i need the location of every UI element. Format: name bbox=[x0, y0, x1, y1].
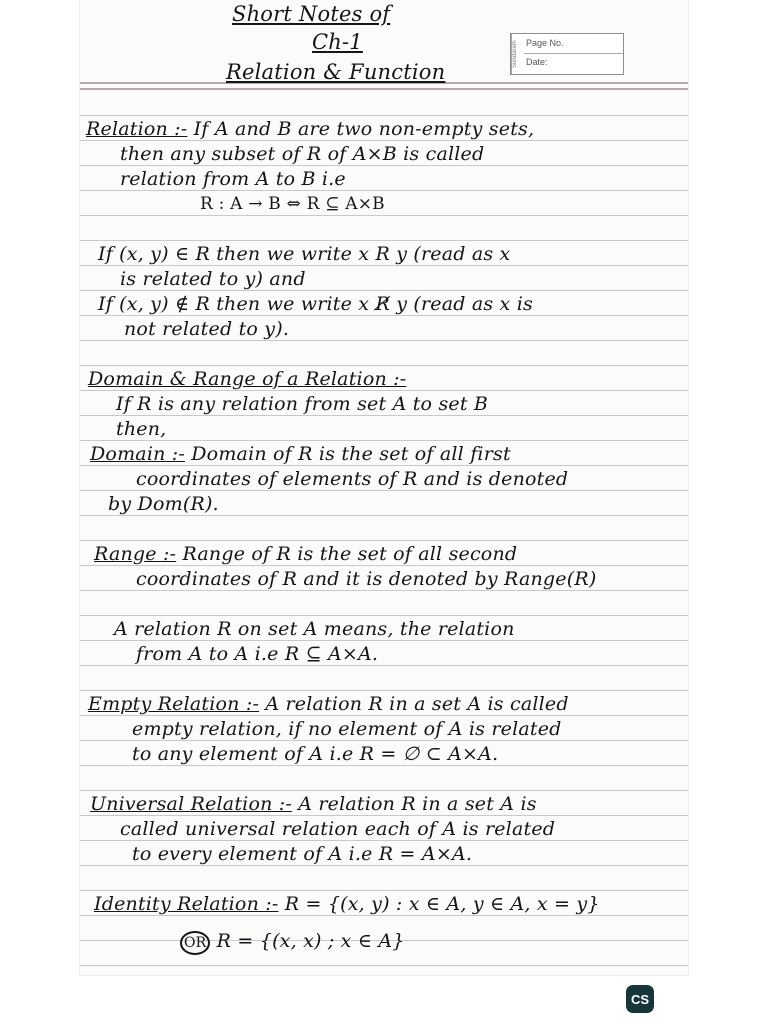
ruled-line bbox=[80, 540, 688, 541]
ruled-line bbox=[80, 715, 688, 716]
relation-heading: Relation :- bbox=[86, 118, 188, 140]
empty-relation-text: empty relation, if no element of A is related bbox=[132, 718, 562, 740]
empty-relation-heading: Empty Relation :- bbox=[88, 693, 260, 715]
identity-relation-heading: Identity Relation :- bbox=[94, 893, 279, 915]
ruled-line bbox=[80, 965, 688, 966]
ruled-line bbox=[80, 215, 688, 216]
top-margin-line bbox=[80, 88, 688, 90]
ruled-line bbox=[80, 640, 688, 641]
ruled-line bbox=[80, 840, 688, 841]
ruled-line bbox=[80, 440, 688, 441]
domain-heading: Domain :- bbox=[90, 443, 185, 465]
range-text: coordinates of R and it is denoted by Range(R) bbox=[136, 568, 597, 590]
identity-relation-formula: R = {(x, y) : x ∈ A, y ∈ A, x = y} bbox=[284, 893, 600, 915]
ruled-line bbox=[80, 690, 688, 691]
box-divider bbox=[524, 53, 623, 54]
ruled-line bbox=[80, 240, 688, 241]
ruled-line bbox=[80, 815, 688, 816]
universal-relation-text: called universal relation each of A is related bbox=[120, 818, 556, 840]
chapter-number: Ch-1 bbox=[312, 30, 363, 54]
domain-range-text: If R is any relation from set A to set B bbox=[116, 393, 489, 415]
ruled-line bbox=[80, 765, 688, 766]
ruled-line bbox=[80, 190, 688, 191]
identity-relation-line bbox=[94, 893, 600, 915]
ruled-line bbox=[80, 265, 688, 266]
ruled-line bbox=[80, 515, 688, 516]
domain-text: by Dom(R). bbox=[108, 493, 219, 515]
ruled-line bbox=[80, 315, 688, 316]
notebook-brand: Sundaram bbox=[511, 34, 524, 74]
related-notation-text: is related to y) and bbox=[120, 268, 306, 290]
ruled-line bbox=[80, 465, 688, 466]
universal-relation-text: to every element of A i.e R = A×A. bbox=[132, 843, 473, 865]
domain-definition-line bbox=[90, 443, 511, 465]
related-notation-text: If (x, y) ∈ R then we write x R y (read as x bbox=[98, 243, 511, 265]
ruled-line bbox=[80, 340, 688, 341]
page-no-label: Page No. bbox=[526, 38, 564, 48]
relation-on-set-text: from A to A i.e R ⊆ A×A. bbox=[136, 643, 379, 665]
notebook-page bbox=[80, 0, 688, 975]
universal-relation-heading: Universal Relation :- bbox=[90, 793, 292, 815]
range-definition-line bbox=[94, 543, 517, 565]
not-related-notation-text: not related to y). bbox=[124, 318, 290, 340]
domain-text: Domain of R is the set of all first bbox=[191, 443, 511, 465]
ruled-line bbox=[80, 390, 688, 391]
empty-relation-text: to any element of A i.e R = ∅ ⊂ A×A. bbox=[132, 743, 499, 765]
ruled-line bbox=[80, 915, 688, 916]
ruled-line bbox=[80, 165, 688, 166]
relation-on-set-text: A relation R on set A means, the relation bbox=[114, 618, 515, 640]
universal-relation-text: A relation R in a set A is bbox=[298, 793, 537, 815]
universal-relation-line bbox=[90, 793, 537, 815]
page-number-date-box bbox=[510, 33, 624, 75]
relation-text: relation from A to B i.e bbox=[120, 168, 346, 190]
ruled-line bbox=[80, 415, 688, 416]
ruled-line bbox=[80, 565, 688, 566]
range-heading: Range :- bbox=[94, 543, 177, 565]
empty-relation-text: A relation R in a set A is called bbox=[265, 693, 569, 715]
ruled-line bbox=[80, 115, 688, 116]
ruled-line bbox=[80, 365, 688, 366]
empty-relation-line bbox=[88, 693, 569, 715]
relation-formula: R : A → B ⇔ R ⊆ A×B bbox=[200, 194, 385, 214]
ruled-line bbox=[80, 490, 688, 491]
ruled-line bbox=[80, 615, 688, 616]
ruled-line bbox=[80, 790, 688, 791]
relation-text: then any subset of R of A×B is called bbox=[120, 143, 485, 165]
camscanner-logo: CS bbox=[626, 985, 654, 1013]
ruled-line bbox=[80, 665, 688, 666]
domain-range-text: then, bbox=[116, 418, 167, 440]
ruled-line bbox=[80, 740, 688, 741]
domain-range-heading: Domain & Range of a Relation :- bbox=[88, 368, 407, 390]
domain-text: coordinates of elements of R and is denoted bbox=[136, 468, 569, 490]
ruled-line bbox=[80, 290, 688, 291]
or-circled-label: OR bbox=[180, 931, 210, 955]
ruled-line bbox=[80, 890, 688, 891]
not-related-notation-text: If (x, y) ∉ R then we write x R̸ y (read as x is bbox=[98, 293, 533, 315]
ruled-line bbox=[80, 140, 688, 141]
ruled-line bbox=[80, 865, 688, 866]
chapter-title: Relation & Function bbox=[226, 60, 446, 84]
range-text: Range of R is the set of all second bbox=[182, 543, 518, 565]
relation-text: If A and B are two non-empty sets, bbox=[193, 118, 535, 140]
notes-title: Short Notes of bbox=[232, 2, 391, 26]
identity-relation-alt-formula: R = {(x, x) ; x ∈ A} bbox=[216, 930, 405, 952]
date-label: Date: bbox=[526, 57, 548, 67]
ruled-line bbox=[80, 590, 688, 591]
relation-definition-line bbox=[86, 118, 534, 140]
identity-relation-alt-line bbox=[180, 930, 405, 955]
